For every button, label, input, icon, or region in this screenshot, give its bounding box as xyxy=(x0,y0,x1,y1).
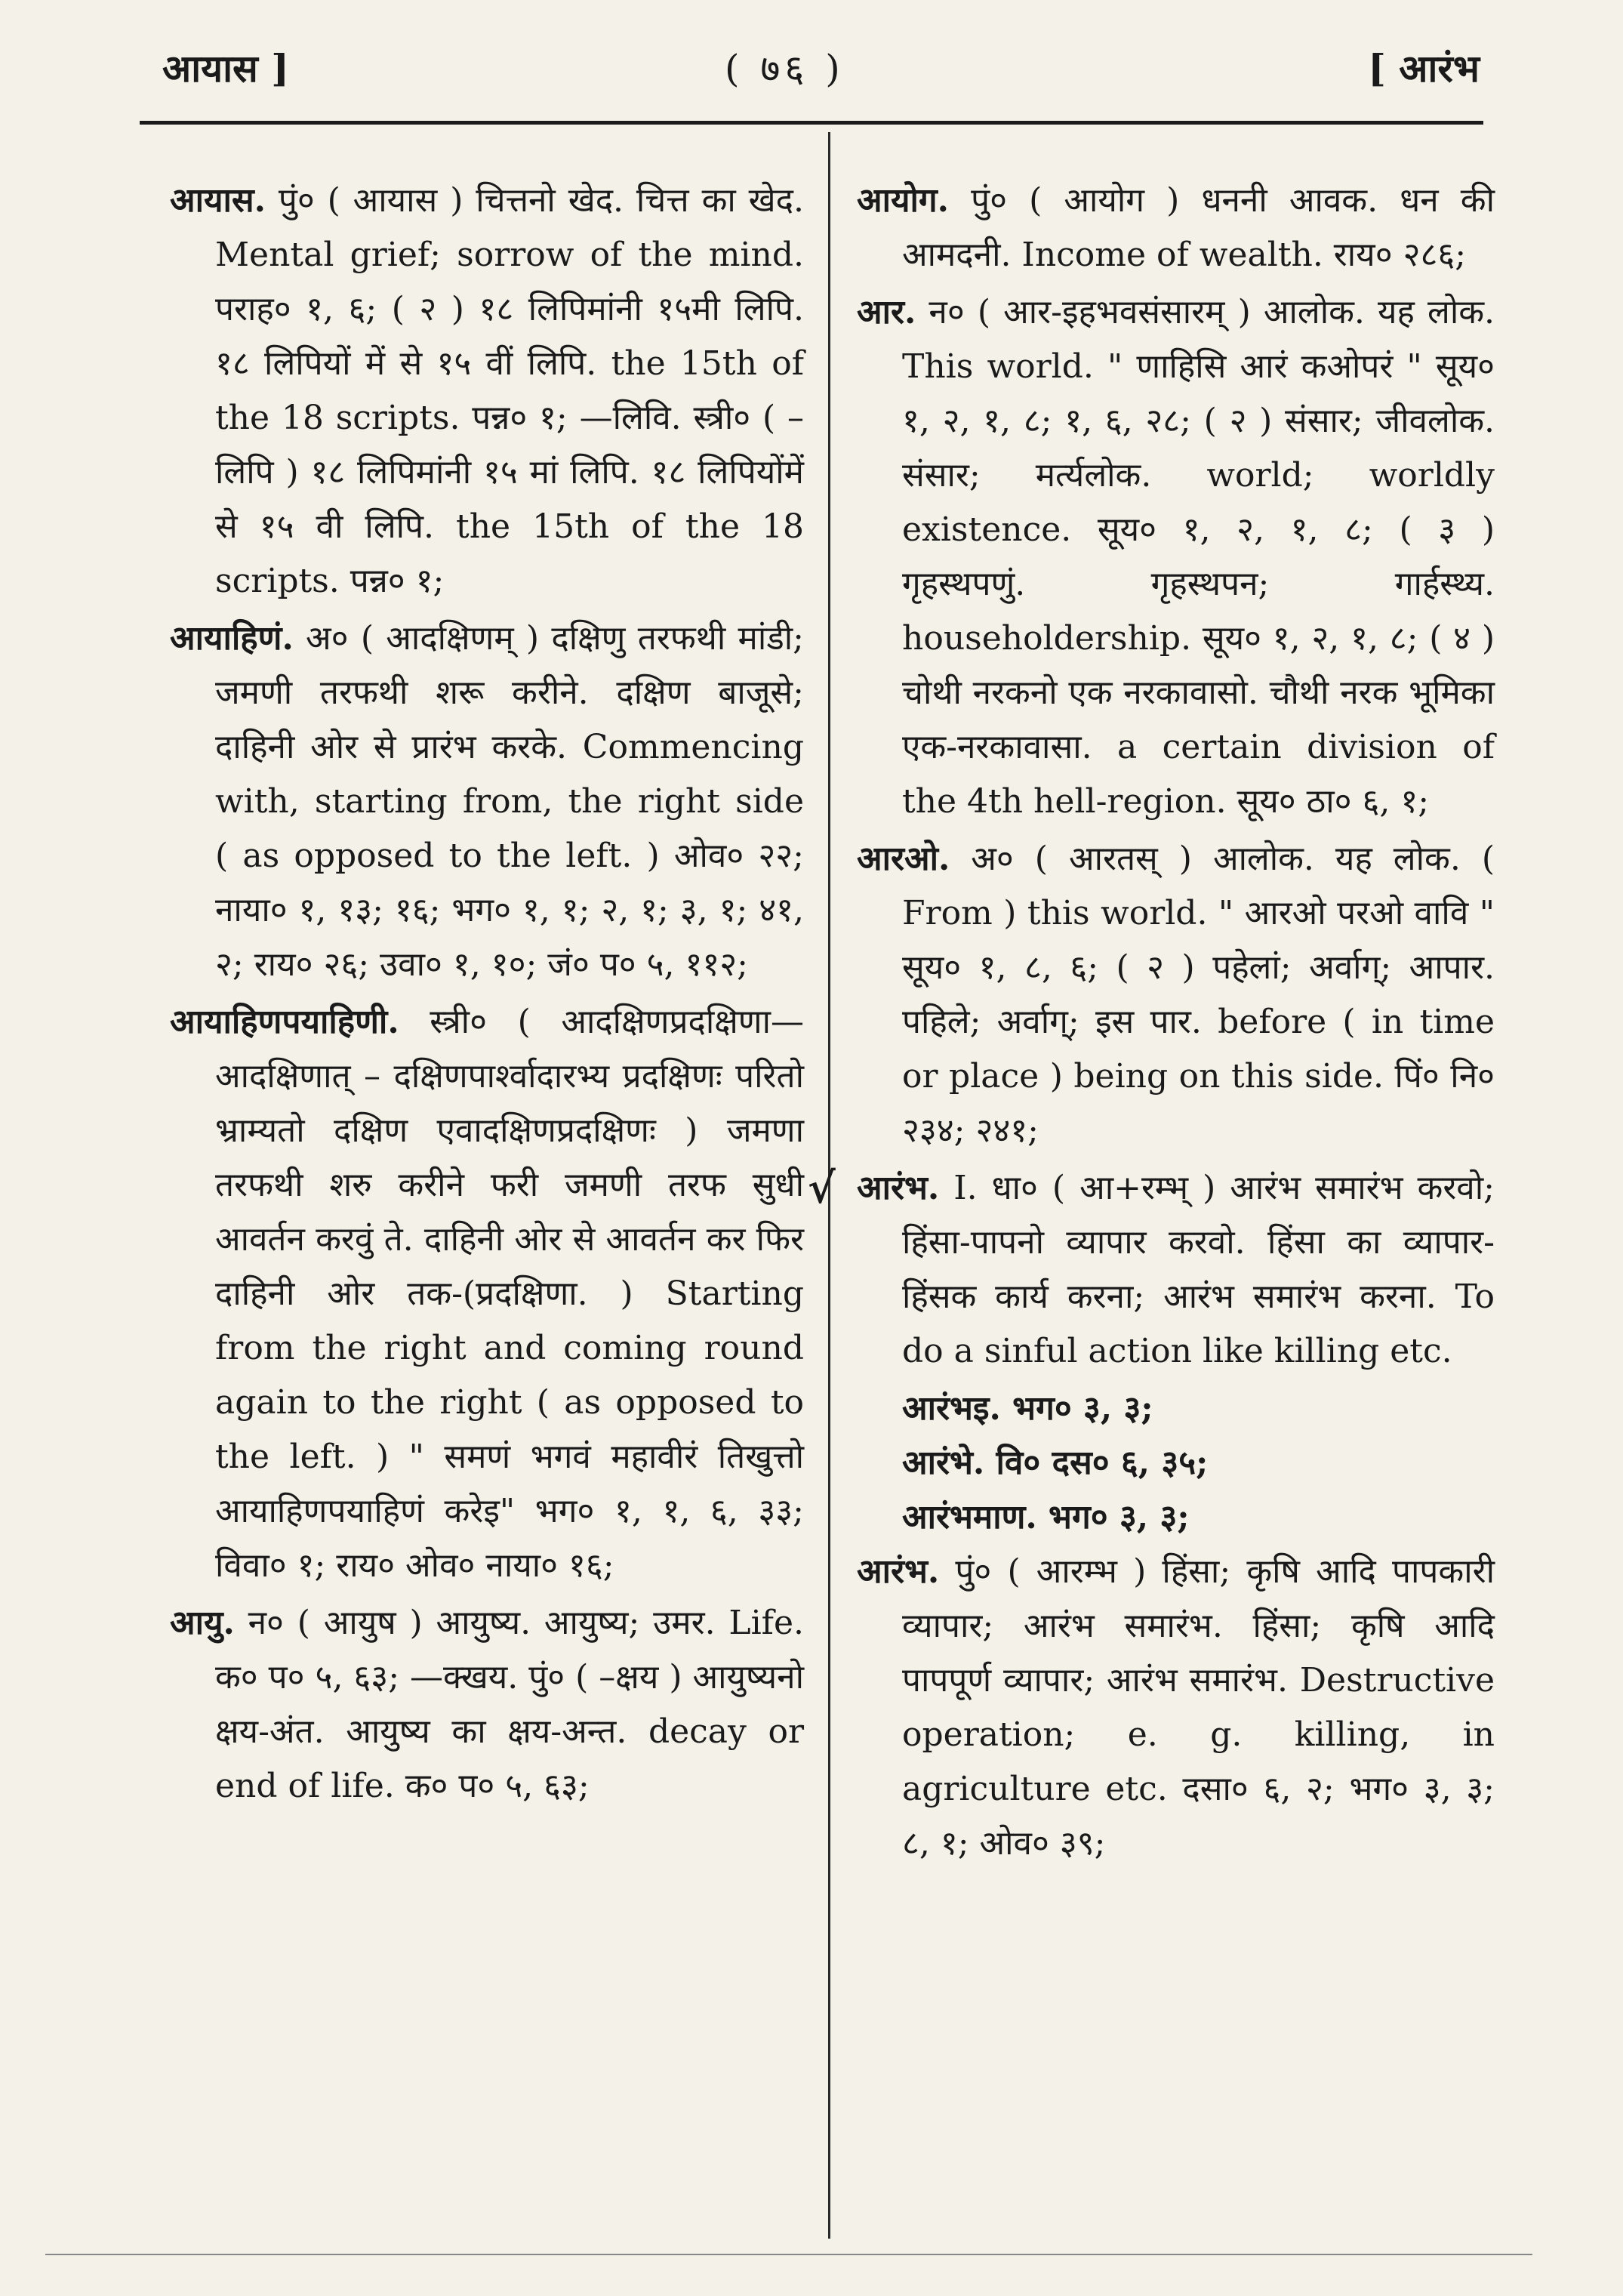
page-number: ( ७६ ) xyxy=(725,47,845,91)
entry-body: स्त्री० ( आदक्षिणप्रदक्षिणा—आदक्षिणात् – दक्षिणपार्श्वादारभ्य प्रदक्षिणः परितो भ्राम्यतो दक्षिण एवादक्षिणप्रदक्षिणः ) जमणा तरफथी शरु करीने फरी जमणी तरफ सुधी आवर्तन करवुं ते. दाहिनी ओर से आवर्तन कर फिर दाहिनी ओर तक-(प्रदक्षिणा. ) Starting from the right and coming round again to the right ( as opposed to the left. ) " समणं भगवं महावीरं तिखुत्तो आयाहिणपयाहिणं करेइ" भग० १, १, ६, ३३; विवा० १; राय० ओव० नाया० १६; xyxy=(215,1003,804,1585)
header-rule xyxy=(140,121,1483,125)
header-left-guideword: आयास ] xyxy=(162,46,289,91)
headword: आर. xyxy=(857,293,916,331)
entry-arambh-verb xyxy=(857,1161,1495,1379)
entry-body: पुं० ( आयास ) चित्तनो खेद. चित्त का खेद. Mental grief; sorrow of the mind. पराह० १, ६; ( २ ) १८ लिपिमांनी १५मी लिपि. १८ लिपियों में से १५ वीं लिपि. the 15th of the 18 scripts. पन्न० १; —लिवि. स्त्री० ( –लिपि ) १८ लिपिमांनी १५ मां लिपि. १८ लिपियोंमें से १५ वी लिपि. the 15th of the 18 scripts. पन्न० १; xyxy=(215,181,804,600)
entry-ayu xyxy=(170,1596,804,1814)
headword: आरंभ. xyxy=(857,1552,940,1591)
entry-body: अ० ( आरतस् ) आलोक. यह लोक. ( From ) this world. " आरओ परओ वावि " सूय० १, ८, ६; ( २ ) पहेलां; अर्वाग्; आपार. पहिले; अर्वाग्; इस पार. before ( in time or place ) being on this side. पिं० नि० २३४; २४१; xyxy=(902,840,1495,1150)
entry-ayog xyxy=(857,174,1495,282)
entry-ayas xyxy=(170,174,804,609)
entry-aro xyxy=(857,832,1495,1158)
headword: आरओ. xyxy=(857,840,950,878)
entry-arambh-verb-wrap xyxy=(808,1161,1495,1545)
sub-form: आरंभइ. भग० ३, ३; xyxy=(902,1389,1153,1428)
entry-ar xyxy=(857,285,1495,829)
headword: आयु. xyxy=(170,1604,235,1642)
entry-body: न० ( आयुष ) आयुष्य. आयुष्य; उमर. Life. क० प० ५, ६३; —क्खय. पुं० ( –क्षय ) आयुष्यनो क्षय-अंत. आयुष्य का क्षय-अन्त. decay or end of life. क० प० ५, ६३; xyxy=(215,1604,804,1805)
entry-ayahinapayahini xyxy=(170,995,804,1593)
headword: आयास. xyxy=(170,181,266,220)
check-mark-icon: √ xyxy=(808,1163,836,1213)
headword: आयाहिणं. xyxy=(170,619,294,658)
headword: आयाहिणपयाहिणी. xyxy=(170,1003,399,1041)
footer-rule xyxy=(45,2254,1532,2255)
entry-ayahinam xyxy=(170,612,804,992)
entry-body: पुं० ( आरम्भ ) हिंसा; कृषि आदि पापकारी व्यापार; आरंभ समारंभ. हिंसा; कृषि आदि पापपूर्ण व्यापार; आरंभ समारंभ. Destructive operation; e. g. killing, in agriculture etc. दसा० ६, २; भग० ३, ३; ८, १; ओव० ३९; xyxy=(902,1552,1495,1863)
entry-body: अ० ( आदक्षिणम् ) दक्षिणु तरफथी मांडी; जमणी तरफथी शरू करीने. दक्षिण बाजूसे; दाहिनी ओर से प्रारंभ करके. Commencing with, starting from, the right side ( as opposed to the left. ) ओव० २२; नाया० १, १३; १६; भग० १, १; २, १; ३, १; ४१, २; राय० २६; उवा० १, १०; जं० प० ५, ११२; xyxy=(215,619,804,984)
header-right-guideword: [ आरंभ xyxy=(1368,46,1480,91)
sub-form: आरंभमाण. भग० ३, ३; xyxy=(902,1498,1190,1536)
entry-body: न० ( आर-इहभवसंसारम् ) आलोक. यह लोक. This world. " णाहिसि आरं कओपरं " सूय० १, २, १, ८; १, ६, २८; ( २ ) संसार; जीवलोक. संसार; मर्त्यलोक. world; worldly existence. सूय० १, २, १, ८; ( ३ ) गृहस्थपणुं. गृहस्थपन; गार्हस्थ्य. householdership. सूय० १, २, १, ८; ( ४ ) चोथी नरकनो एक नरकावासो. चौथी नरक भूमिका एक-नरकावासा. a certain division of the 4th hell-region. सूय० ठा० ६, १; xyxy=(902,293,1495,821)
sub-form: आरंभे. वि० दस० ६, ३५; xyxy=(902,1444,1209,1482)
left-column xyxy=(170,174,804,1817)
right-column xyxy=(808,174,1495,1874)
headword: आयोग. xyxy=(857,181,949,220)
entry-arambh-noun xyxy=(857,1545,1495,1871)
headword: आरंभ. xyxy=(857,1169,940,1207)
entry-body: I. धा० ( आ+रम्भ् ) आरंभ समारंभ करवो; हिंसा-पापनो व्यापार करवो. हिंसा का व्यापार-हिंसक कार्य करना; आरंभ समारंभ करना. To do a sinful action like killing etc. xyxy=(902,1169,1495,1370)
entry-body: पुं० ( आयोग ) धननी आवक. धन की आमदनी. Income of wealth. राय० २८६; xyxy=(902,181,1495,274)
